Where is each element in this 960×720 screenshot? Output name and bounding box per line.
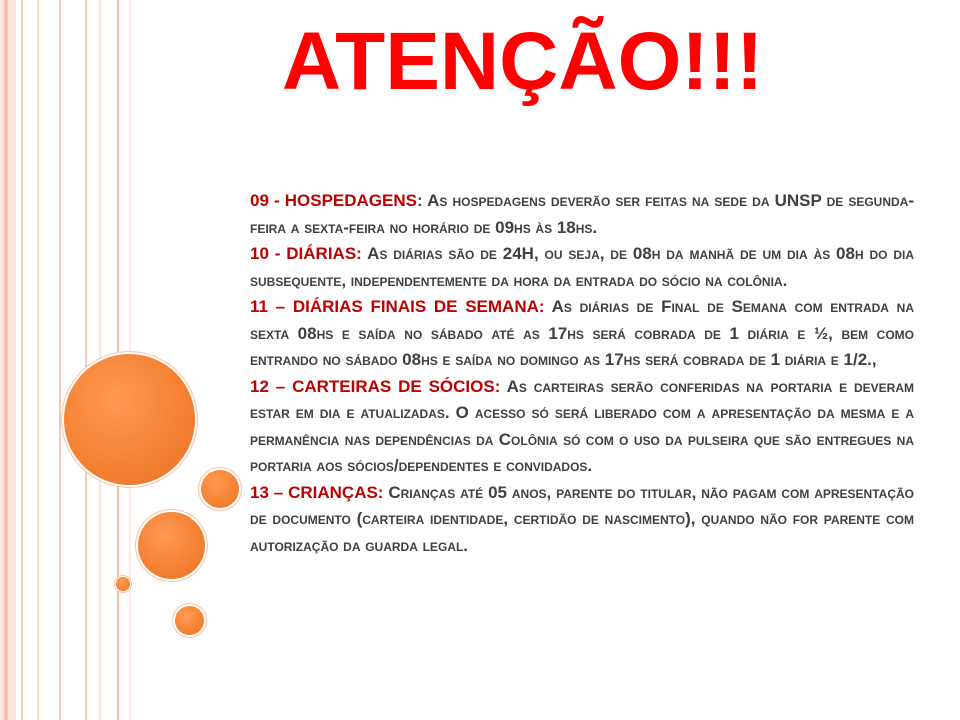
- slide-title: ATENÇÃO!!!: [282, 16, 764, 107]
- rule-item-12: [250, 374, 914, 480]
- rules-list: [250, 188, 914, 559]
- rule-text: Crianças até 05 anos, parente do titular, não pagam com apresentação de documento (carteira identidade, certidão de nascimento), quando não for parente com autorização da guarda legal.: [250, 482, 914, 555]
- small-orange-circle: [201, 470, 239, 508]
- rule-text: As carteiras serão conferidas na portaria e deveram estar em dia e atualizadas. O acesso só será liberado com a apresentação da mesma e a permanência nas dependências da Colônia só com o uso da pulseira que são entregues na portaria aos sócios/dependentes e convidados.: [250, 376, 914, 475]
- rule-text: As diárias são de 24H, ou seja, de 08h da manhã de um dia às 08h do dia subsequente, independentemente da hora da entrada do sócio na colônia.: [250, 244, 914, 290]
- rule-heading: 10 - DIÁRIAS:: [250, 244, 362, 263]
- rule-text: As diárias de Final de Semana com entrada na sexta 08hs e saída no sábado até as 17hs será cobrada de 1 diária e ½, bem como entrando no sábado 08hs e saída no domingo as 17hs será cobrada de 1 diária e 1/2.,: [250, 297, 915, 369]
- tiny-orange-circle: [116, 577, 130, 591]
- rule-heading: 09 - HOSPEDAGENS: [250, 191, 417, 210]
- small-orange-circle: [175, 606, 204, 635]
- rule-text: As hospedagens deverão ser feitas na sede da UNSP de segunda-feira a sexta-feira no horário de 09hs às 18hs.: [250, 191, 915, 237]
- rule-item-09: [250, 188, 914, 241]
- rule-heading: 12 – CARTEIRAS DE SÓCIOS:: [250, 376, 501, 396]
- large-orange-circle: [64, 354, 195, 485]
- rule-heading-separator: :: [417, 191, 423, 210]
- medium-orange-circle: [138, 512, 205, 579]
- rule-item-13: [250, 480, 914, 560]
- rule-item-11: [250, 294, 914, 374]
- rule-item-10: [250, 241, 914, 294]
- rule-heading: 13 – CRIANÇAS:: [250, 482, 384, 502]
- stripe-fill: [0, 0, 16, 720]
- rule-heading: 11 – DIÁRIAS FINAIS DE SEMANA:: [250, 297, 545, 316]
